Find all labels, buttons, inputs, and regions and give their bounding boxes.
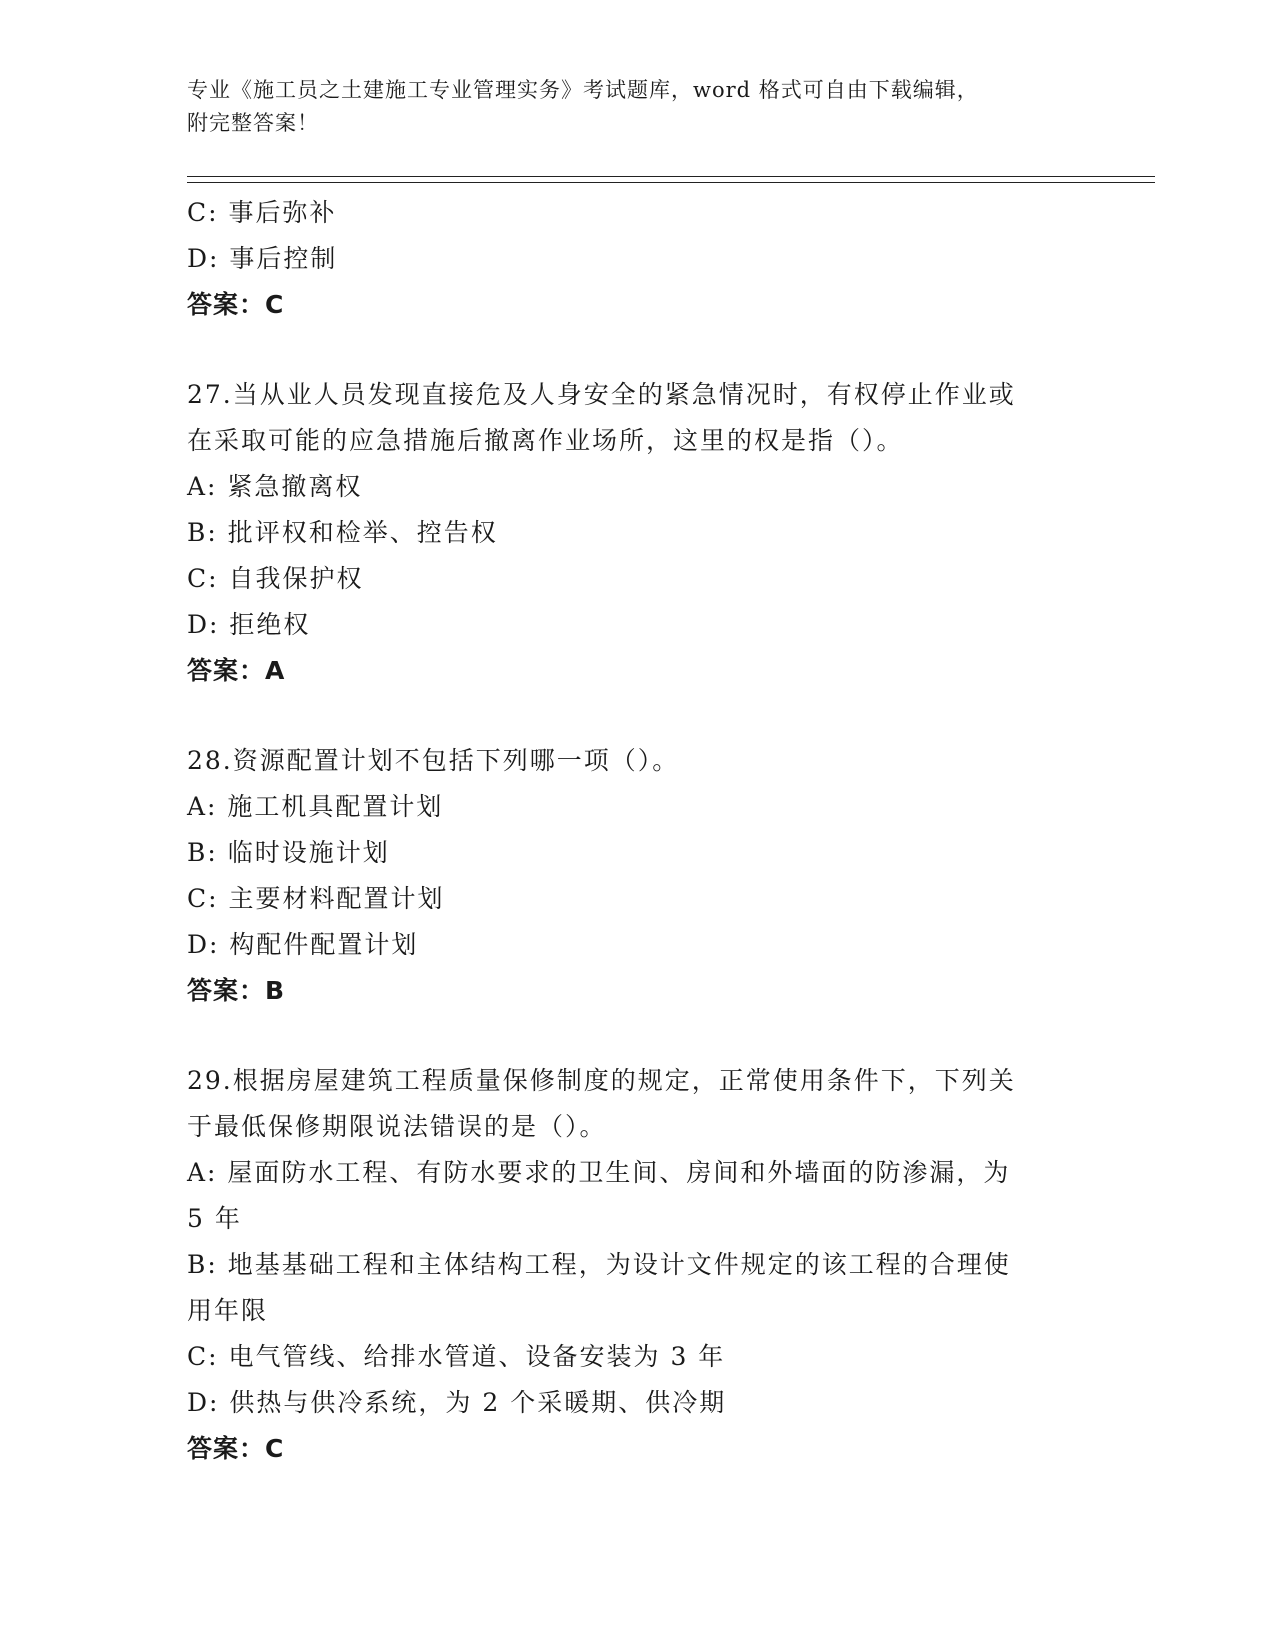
option-c: C: 电气管线、给排水管道、设备安装为 3 年 — [187, 1342, 726, 1371]
spacer — [187, 694, 1067, 738]
answer-line: 答案：C — [187, 1434, 285, 1463]
question-stem: 29.根据房屋建筑工程质量保修制度的规定，正常使用条件下，下列关 — [187, 1066, 1016, 1095]
option-a-continued: 5 年 — [187, 1204, 242, 1233]
option-b-continued: 用年限 — [187, 1296, 269, 1325]
option-c: C: 事后弥补 — [187, 198, 337, 227]
question-stem-continued: 于最低保修期限说法错误的是（）。 — [187, 1112, 607, 1141]
question-block-28 — [187, 738, 1067, 1014]
question-block-26-tail — [187, 190, 1067, 328]
answer-line: 答案：C — [187, 290, 285, 319]
question-stem-continued: 在采取可能的应急措施后撤离作业场所，这里的权是指（）。 — [187, 426, 904, 455]
option-c: C: 自我保护权 — [187, 564, 364, 593]
option-d: D: 事后控制 — [187, 244, 338, 273]
answer-line: 答案：B — [187, 976, 286, 1005]
spacer — [187, 1014, 1067, 1058]
option-b: B: 批评权和检举、控告权 — [187, 518, 498, 547]
option-b: B: 临时设施计划 — [187, 838, 390, 867]
header-title-line-2: 附完整答案！ — [187, 111, 319, 135]
spacer — [187, 328, 1067, 372]
question-stem: 27.当从业人员发现直接危及人身安全的紧急情况时，有权停止作业或 — [187, 380, 1016, 409]
header-title-line-1: 专业《施工员之土建施工专业管理实务》考试题库，word 格式可自由下载编辑， — [187, 78, 979, 102]
header-double-rule — [187, 176, 1155, 183]
page-header — [187, 74, 1067, 140]
option-b: B: 地基基础工程和主体结构工程，为设计文件规定的该工程的合理使 — [187, 1250, 1011, 1279]
document-body — [187, 190, 1067, 1472]
option-d: D: 构配件配置计划 — [187, 930, 419, 959]
option-a: A: 屋面防水工程、有防水要求的卫生间、房间和外墙面的防渗漏，为 — [187, 1158, 1011, 1187]
option-d: D: 拒绝权 — [187, 610, 311, 639]
option-a: A: 紧急撤离权 — [187, 472, 363, 501]
option-d: D: 供热与供冷系统，为 2 个采暖期、供冷期 — [187, 1388, 727, 1417]
option-c: C: 主要材料配置计划 — [187, 884, 445, 913]
question-stem: 28.资源配置计划不包括下列哪一项（）。 — [187, 746, 680, 775]
answer-line: 答案：A — [187, 656, 286, 685]
option-a: A: 施工机具配置计划 — [187, 792, 444, 821]
question-block-27 — [187, 372, 1067, 694]
question-block-29 — [187, 1058, 1067, 1472]
